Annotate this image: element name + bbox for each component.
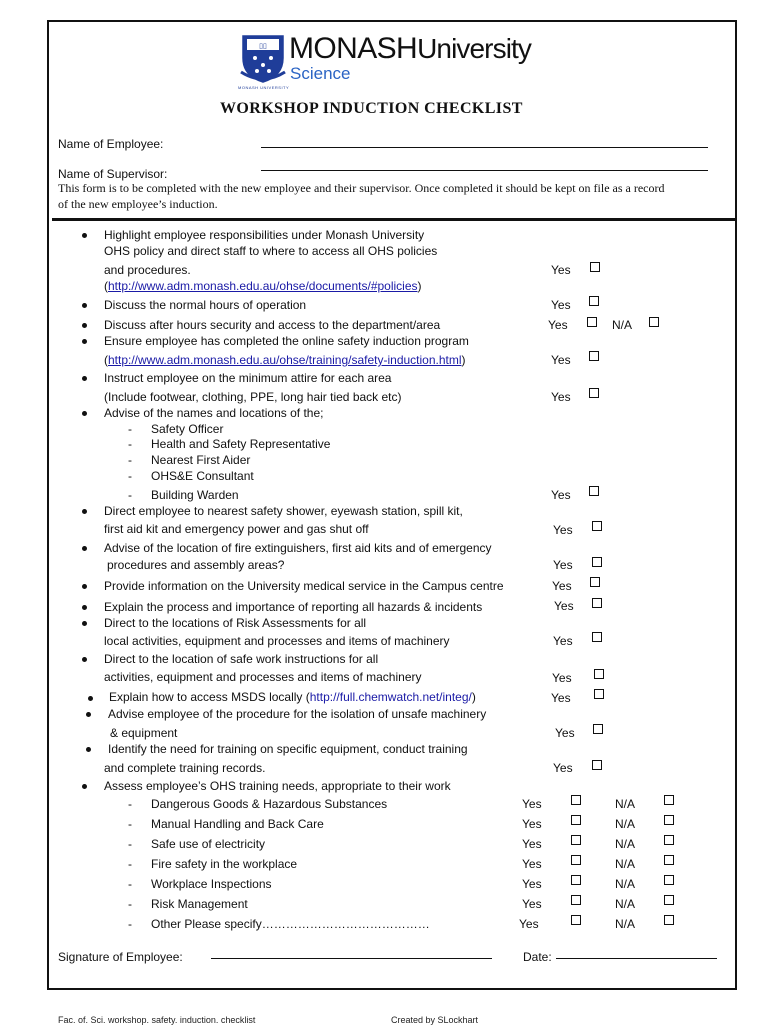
item-3-yes-checkbox[interactable]: [587, 317, 597, 327]
employee-name-label: Name of Employee:: [58, 137, 164, 151]
yes-label: Yes: [551, 353, 571, 367]
yes-label: Yes: [522, 817, 542, 831]
university-name-light: University: [417, 33, 531, 64]
dash: -: [128, 797, 132, 811]
training-7-na-checkbox[interactable]: [664, 915, 674, 925]
yes-label: Yes: [551, 390, 571, 404]
na-label: N/A: [615, 817, 636, 831]
training-item: Fire safety in the workplace: [151, 857, 298, 871]
yes-label: Yes: [551, 691, 571, 705]
crest-text: MONASH UNIVERSITY: [238, 85, 290, 90]
dash: -: [128, 488, 132, 502]
supervisor-name-label: Name of Supervisor:: [58, 167, 168, 181]
bullet-icon: [82, 323, 87, 328]
yes-label: Yes: [554, 599, 574, 613]
item-13-text: [109, 690, 476, 704]
bullet-icon: [88, 696, 93, 701]
bullet-icon: [82, 621, 87, 626]
bullet-icon: [82, 784, 87, 789]
paren: ): [461, 353, 466, 367]
yes-label: Yes: [553, 761, 573, 775]
item-12-text-2: activities, equipment and processes and items of machinery: [104, 670, 422, 684]
bullet-icon: [82, 584, 87, 589]
training-item-other[interactable]: Other Please specify……………………………………: [151, 917, 430, 931]
sub-item: Nearest First Aider: [151, 453, 251, 467]
paren: ): [471, 690, 476, 704]
date-label: Date:: [523, 950, 552, 964]
item-1-yes-checkbox[interactable]: [590, 262, 600, 272]
training-3-na-checkbox[interactable]: [664, 835, 674, 845]
yes-label: Yes: [522, 857, 542, 871]
safety-induction-link[interactable]: http://www.adm.monash.edu.au/ohse/training/safety-induction.html: [108, 353, 462, 367]
item-13-prefix: Explain how to access MSDS locally (: [109, 690, 310, 704]
footer-filename: Fac. of. Sci. workshop. safety. induction. checklist: [58, 1015, 256, 1025]
na-label: N/A: [615, 797, 636, 811]
employee-name-field[interactable]: [261, 147, 708, 148]
yes-label: Yes: [551, 488, 571, 502]
item-12-yes-checkbox[interactable]: [594, 669, 604, 679]
yes-label: Yes: [552, 579, 572, 593]
training-2-yes-checkbox[interactable]: [571, 815, 581, 825]
sub-item: Building Warden: [151, 488, 239, 502]
yes-label: Yes: [522, 897, 542, 911]
item-11-text: Direct to the locations of Risk Assessments for all: [104, 616, 367, 630]
item-7-text: Direct employee to nearest safety shower, eyewash station, spill kit,: [104, 504, 463, 518]
item-9-text: Provide information on the University medical service in the Campus centre: [104, 579, 504, 593]
policies-link[interactable]: http://www.adm.monash.edu.au/ohse/documents/#policies: [108, 279, 418, 293]
item-1-text: Highlight employee responsibilities under Monash University: [104, 228, 425, 242]
training-item: Manual Handling and Back Care: [151, 817, 324, 831]
sub-item: Health and Safety Representative: [151, 437, 331, 451]
form-instructions: This form is to be completed with the new employee and their supervisor. Once completed it should be kept on file as a record: [58, 181, 665, 195]
item-8-yes-checkbox[interactable]: [592, 557, 602, 567]
training-6-na-checkbox[interactable]: [664, 895, 674, 905]
bullet-icon: [82, 509, 87, 514]
bullet-icon: [82, 605, 87, 610]
paren: (: [104, 353, 108, 367]
item-7-text-2: first aid kit and emergency power and gas shut off: [104, 522, 369, 536]
item-8-text-2: procedures and assembly areas?: [107, 558, 285, 572]
item-5-text-2: (Include footwear, clothing, PPE, long hair tied back etc): [104, 390, 402, 404]
item-2-text: Discuss the normal hours of operation: [104, 298, 307, 312]
university-name: [289, 31, 531, 67]
footer-author: Created by SLockhart: [391, 1015, 479, 1025]
monash-crest-icon: [239, 34, 287, 84]
section-divider: [52, 218, 735, 221]
form-instructions-cont: of the new employee’s induction.: [58, 197, 218, 211]
item-12-text: Direct to the location of safe work instructions for all: [104, 652, 379, 666]
item-1-text-2: OHS policy and direct staff to where to access all OHS policies: [104, 244, 438, 258]
chemwatch-link[interactable]: http://full.chemwatch.net/integ/: [309, 690, 472, 704]
na-label: N/A: [615, 877, 636, 891]
item-11-text-2: local activities, equipment and processes and items of machinery: [104, 634, 450, 648]
item-16-text: Assess employee’s OHS training needs, appropriate to their work: [104, 779, 451, 793]
yes-label: Yes: [552, 671, 572, 685]
dash: -: [128, 469, 132, 483]
item-6-text: Advise of the names and locations of the;: [104, 406, 324, 420]
bullet-icon: [82, 657, 87, 662]
item-11-yes-checkbox[interactable]: [592, 632, 602, 642]
item-1-text-3: and procedures.: [104, 263, 191, 277]
item-8-text: Advise of the location of fire extinguishers, first aid kits and of emergency: [104, 541, 492, 555]
yes-label: Yes: [548, 318, 568, 332]
paren: (: [104, 279, 108, 293]
date-field[interactable]: [556, 958, 717, 959]
yes-label: Yes: [522, 837, 542, 851]
dash: -: [128, 877, 132, 891]
paren: ): [417, 279, 422, 293]
item-9-yes-checkbox[interactable]: [590, 577, 600, 587]
item-15-yes-checkbox[interactable]: [592, 760, 602, 770]
item-13-yes-checkbox[interactable]: [594, 689, 604, 699]
training-item: Dangerous Goods & Hazardous Substances: [151, 797, 388, 811]
faculty-name: Science: [290, 64, 351, 83]
bullet-icon: [82, 339, 87, 344]
training-5-yes-checkbox[interactable]: [571, 875, 581, 885]
employee-signature-field[interactable]: [211, 958, 492, 959]
yes-label: Yes: [555, 726, 575, 740]
training-item: Risk Management: [151, 897, 248, 911]
training-4-na-checkbox[interactable]: [664, 855, 674, 865]
sub-item: OHS&E Consultant: [151, 469, 254, 483]
bullet-icon: [82, 376, 87, 381]
training-6-yes-checkbox[interactable]: [571, 895, 581, 905]
dash: -: [128, 422, 132, 436]
item-4-text: Ensure employee has completed the online safety induction program: [104, 334, 469, 348]
yes-label: Yes: [522, 797, 542, 811]
bullet-icon: [82, 303, 87, 308]
training-7-yes-checkbox[interactable]: [571, 915, 581, 925]
item-6-yes-checkbox[interactable]: [589, 486, 599, 496]
training-5-na-checkbox[interactable]: [664, 875, 674, 885]
na-label: N/A: [615, 857, 636, 871]
dash: -: [128, 453, 132, 467]
bullet-icon: [82, 233, 87, 238]
item-4-yes-checkbox[interactable]: [589, 351, 599, 361]
bullet-icon: [82, 411, 87, 416]
yes-label: Yes: [551, 263, 571, 277]
item-14-text: Advise employee of the procedure for the isolation of unsafe machinery: [108, 707, 487, 721]
item-2-yes-checkbox[interactable]: [589, 296, 599, 306]
bullet-icon: [86, 712, 91, 717]
item-7-yes-checkbox[interactable]: [592, 521, 602, 531]
yes-label: Yes: [553, 558, 573, 572]
item-14-yes-checkbox[interactable]: [593, 724, 603, 734]
na-label: N/A: [612, 318, 633, 332]
item-3-text: Discuss after hours security and access to the department/area: [104, 318, 441, 332]
dash: -: [128, 437, 132, 451]
dash: -: [128, 917, 132, 931]
item-5-text: Instruct employee on the minimum attire for each area: [104, 371, 392, 385]
svg-text:▯▯: ▯▯: [259, 43, 267, 50]
bullet-icon: [82, 546, 87, 551]
university-name-bold: MONASH: [289, 32, 418, 65]
bullet-icon: [86, 747, 91, 752]
training-2-na-checkbox[interactable]: [664, 815, 674, 825]
training-1-yes-checkbox[interactable]: [571, 795, 581, 805]
item-5-yes-checkbox[interactable]: [589, 388, 599, 398]
item-10-yes-checkbox[interactable]: [592, 598, 602, 608]
yes-label: Yes: [519, 917, 539, 931]
dash: -: [128, 857, 132, 871]
training-3-yes-checkbox[interactable]: [571, 835, 581, 845]
item-14-text-2: & equipment: [110, 726, 178, 740]
item-4-link-line: [104, 353, 466, 367]
yes-label: Yes: [553, 523, 573, 537]
supervisor-name-field[interactable]: [261, 170, 708, 171]
yes-label: Yes: [522, 877, 542, 891]
training-item: Workplace Inspections: [151, 877, 272, 891]
item-15-text-2: and complete training records.: [104, 761, 266, 775]
training-item: Safe use of electricity: [151, 837, 266, 851]
dash: -: [128, 817, 132, 831]
na-label: N/A: [615, 897, 636, 911]
na-label: N/A: [615, 837, 636, 851]
na-label: N/A: [615, 917, 636, 931]
page-title: WORKSHOP INDUCTION CHECKLIST: [220, 100, 523, 117]
item-1-link-line: [104, 279, 422, 293]
item-3-na-checkbox[interactable]: [649, 317, 659, 327]
dash: -: [128, 837, 132, 851]
item-10-text: Explain the process and importance of reporting all hazards & incidents: [104, 600, 483, 614]
yes-label: Yes: [551, 298, 571, 312]
yes-label: Yes: [553, 634, 573, 648]
dash: -: [128, 897, 132, 911]
item-15-text: Identify the need for training on specific equipment, conduct training: [108, 742, 468, 756]
training-4-yes-checkbox[interactable]: [571, 855, 581, 865]
employee-signature-label: Signature of Employee:: [58, 950, 183, 964]
training-1-na-checkbox[interactable]: [664, 795, 674, 805]
sub-item: Safety Officer: [151, 422, 224, 436]
